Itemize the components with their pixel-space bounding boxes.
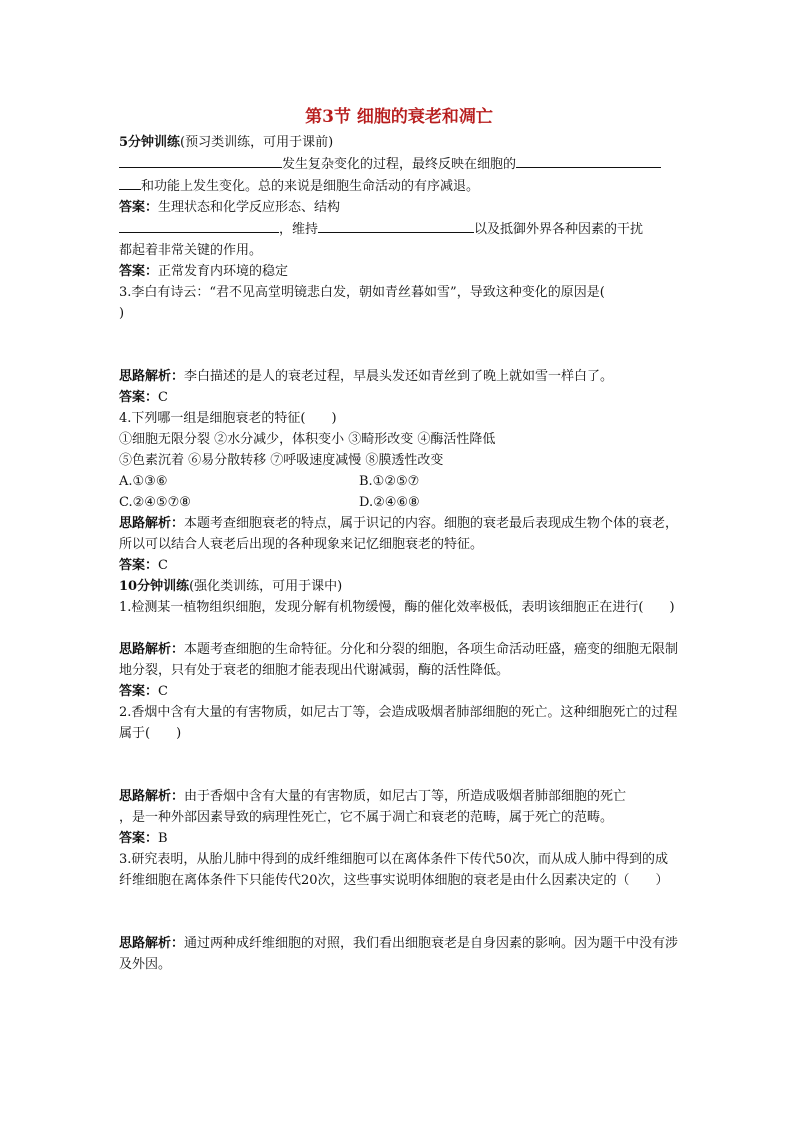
answer-line <box>119 261 679 282</box>
question-text: 和功能上发生变化。总的来说是细胞生命活动的有序减退。 <box>141 179 480 194</box>
analysis-text: 本题考查细胞衰老的特点，属于识记的内容。细胞的衰老最后表现成生物个体的衰老，所以可以结合人衰老后出现的各种现象来记忆细胞衰老的特征。 <box>119 516 679 552</box>
section-heading <box>119 132 679 153</box>
fill-blank <box>119 175 141 190</box>
answer-text: C <box>158 684 168 699</box>
question-text: ，维持 <box>279 222 319 237</box>
question-stem: ) <box>119 306 125 321</box>
fill-blank <box>119 153 282 168</box>
answer-text: 正常发育内环境的稳定 <box>158 264 289 279</box>
analysis-label: 思路解析： <box>119 642 185 657</box>
option-c: C.②④⑤⑦⑧ <box>119 495 191 510</box>
question-text: 以及抵御外界各种因素的干扰 <box>474 222 644 237</box>
answer-label: 答案： <box>119 390 159 405</box>
fill-blank <box>516 153 661 168</box>
question-line <box>119 153 679 175</box>
answer-line <box>119 555 679 576</box>
question-stem: 3.研究表明，从胎儿肺中得到的成纤维细胞可以在离体条件下传代50次，而从成人肺中得到的成纤维细胞在离体条件下只能传代20次，这些事实说明体细胞的衰老是由什么因素决定的（ ） <box>119 852 669 888</box>
question-stem: 3.李白有诗云：“君不见高堂明镜悲白发，朝如青丝暮如雪”，导致这种变化的原因是( <box>119 285 605 300</box>
section-heading-label: 5分钟训练 <box>119 135 181 150</box>
answer-label: 答案： <box>119 558 159 573</box>
answer-text: B <box>158 831 168 846</box>
question-line <box>119 218 679 240</box>
answer-label: 答案： <box>119 831 159 846</box>
question-items: ①细胞无限分裂 ②水分减少，体积变小 ③畸形改变 ④酶活性降低 <box>119 432 496 447</box>
answer-line <box>119 828 679 849</box>
analysis-block <box>119 933 679 975</box>
analysis-text: 本题考查细胞的生命特征。分化和分裂的细胞，各项生命活动旺盛，癌变的细胞无限制地分裂，只有处于衰老的细胞才能表现出代谢减弱，酶的活性降低。 <box>119 642 679 678</box>
analysis-label: 思路解析： <box>119 789 185 804</box>
answer-label: 答案： <box>119 264 159 279</box>
option-b: B.①②⑤⑦ <box>359 474 420 489</box>
question-items: ⑤色素沉着 ⑥易分散转移 ⑦呼吸速度减慢 ⑧膜透性改变 <box>119 453 444 468</box>
answer-label: 答案： <box>119 200 159 215</box>
option-a: A.①③⑥ <box>119 474 168 489</box>
answer-line <box>119 387 679 408</box>
analysis-block <box>119 639 679 681</box>
question-stem: 2.香烟中含有大量的有害物质，如尼古丁等，会造成吸烟者肺部细胞的死亡。这种细胞死亡的过程属于( ) <box>119 705 678 741</box>
section-heading <box>119 576 679 597</box>
analysis-text: 李白描述的是人的衰老过程，早晨头发还如青丝到了晚上就如雪一样白了。 <box>184 369 614 384</box>
option-d: D.②④⑥⑧ <box>359 495 420 510</box>
analysis-line <box>119 366 679 387</box>
options-row <box>119 471 679 492</box>
analysis-block <box>119 513 679 555</box>
answer-text: 生理状态和化学反应形态、结构 <box>158 200 341 215</box>
analysis-line: ，是一种外部因素导致的病理性死亡，它不属于凋亡和衰老的范畴，属于死亡的范畴。 <box>119 810 614 825</box>
question-line <box>119 175 679 197</box>
question-stem: 1.检测某一植物组织细胞，发现分解有机物缓慢，酶的催化效率极低，表明该细胞正在进行( ) <box>119 600 675 615</box>
page-title: 第3节 细胞的衰老和凋亡 <box>305 107 493 127</box>
analysis-line <box>119 786 679 807</box>
analysis-label: 思路解析： <box>119 936 185 951</box>
question-text: 发生复杂变化的过程，最终反映在细胞的 <box>282 157 517 172</box>
question-stem: 4.下列哪一组是细胞衰老的特征( ) <box>119 411 337 426</box>
fill-blank <box>318 218 474 233</box>
analysis-text: 由于香烟中含有大量的有害物质，如尼古丁等，所造成吸烟者肺部细胞的死亡 <box>184 789 627 804</box>
section-heading-label: 10分钟训练 <box>119 579 190 594</box>
analysis-label: 思路解析： <box>119 516 185 531</box>
question-text: 都起着非常关键的作用。 <box>119 243 263 258</box>
answer-line <box>119 681 679 702</box>
answer-text: C <box>158 558 168 573</box>
answer-line <box>119 197 679 218</box>
question-line <box>119 240 679 261</box>
analysis-label: 思路解析： <box>119 369 185 384</box>
answer-text: C <box>158 390 168 405</box>
options-row <box>119 492 679 513</box>
section-heading-note: (强化类训练，可用于课中) <box>189 579 343 594</box>
fill-blank <box>119 218 279 233</box>
document-page <box>119 104 679 975</box>
answer-label: 答案： <box>119 684 159 699</box>
section-heading-note: (预习类训练，可用于课前) <box>180 135 334 150</box>
analysis-text: 通过两种成纤维细胞的对照，我们看出细胞衰老是自身因素的影响。因为题干中没有涉及外因。 <box>119 936 679 972</box>
